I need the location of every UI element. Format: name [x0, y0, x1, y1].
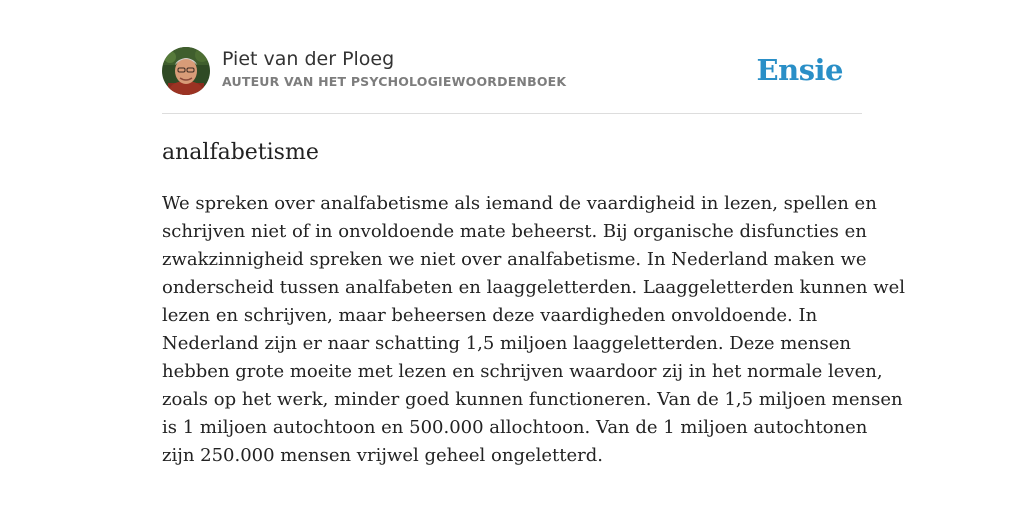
definition-line: hebben grote moeite met lezen en schrijven waardoor zij in het normale leven,	[162, 361, 883, 382]
author-avatar[interactable]	[162, 47, 210, 95]
header-divider	[162, 113, 862, 114]
definition-line: zoals op het werk, minder goed kunnen functioneren. Van de 1,5 miljoen mensen	[162, 389, 903, 410]
entry-definition	[162, 190, 906, 470]
definition-line: onderscheid tussen analfabeten en laaggeletterden. Laaggeletterden kunnen wel	[162, 277, 906, 298]
avatar-photo	[162, 47, 210, 95]
definition-line: zijn 250.000 mensen vrijwel geheel ongeletterd.	[162, 445, 603, 466]
definition-line: Nederland zijn er naar schatting 1,5 miljoen laaggeletterden. Deze mensen	[162, 333, 852, 354]
author-header	[162, 46, 862, 96]
entry-card	[162, 46, 906, 466]
definition-line: is 1 miljoen autochtoon en 500.000 allochtoon. Van de 1 miljoen autochtonen	[162, 417, 868, 438]
definition-line: zwakzinnigheid spreken we niet over analfabetisme. In Nederland maken we	[162, 249, 867, 270]
author-role: AUTEUR VAN HET PSYCHOLOGIEWOORDENBOEK	[222, 74, 567, 89]
entry-term: analfabetisme	[162, 140, 319, 165]
definition-line: schrijven niet of in onvoldoende mate beheerst. Bij organische disfuncties en	[162, 221, 867, 242]
definition-line: lezen en schrijven, maar beheersen deze vaardigheden onvoldoende. In	[162, 305, 818, 326]
definition-line: We spreken over analfabetisme als iemand de vaardigheid in lezen, spellen en	[162, 193, 877, 214]
ensie-logo[interactable]: Ensie	[756, 53, 843, 87]
author-name[interactable]: Piet van der Ploeg	[222, 48, 395, 70]
